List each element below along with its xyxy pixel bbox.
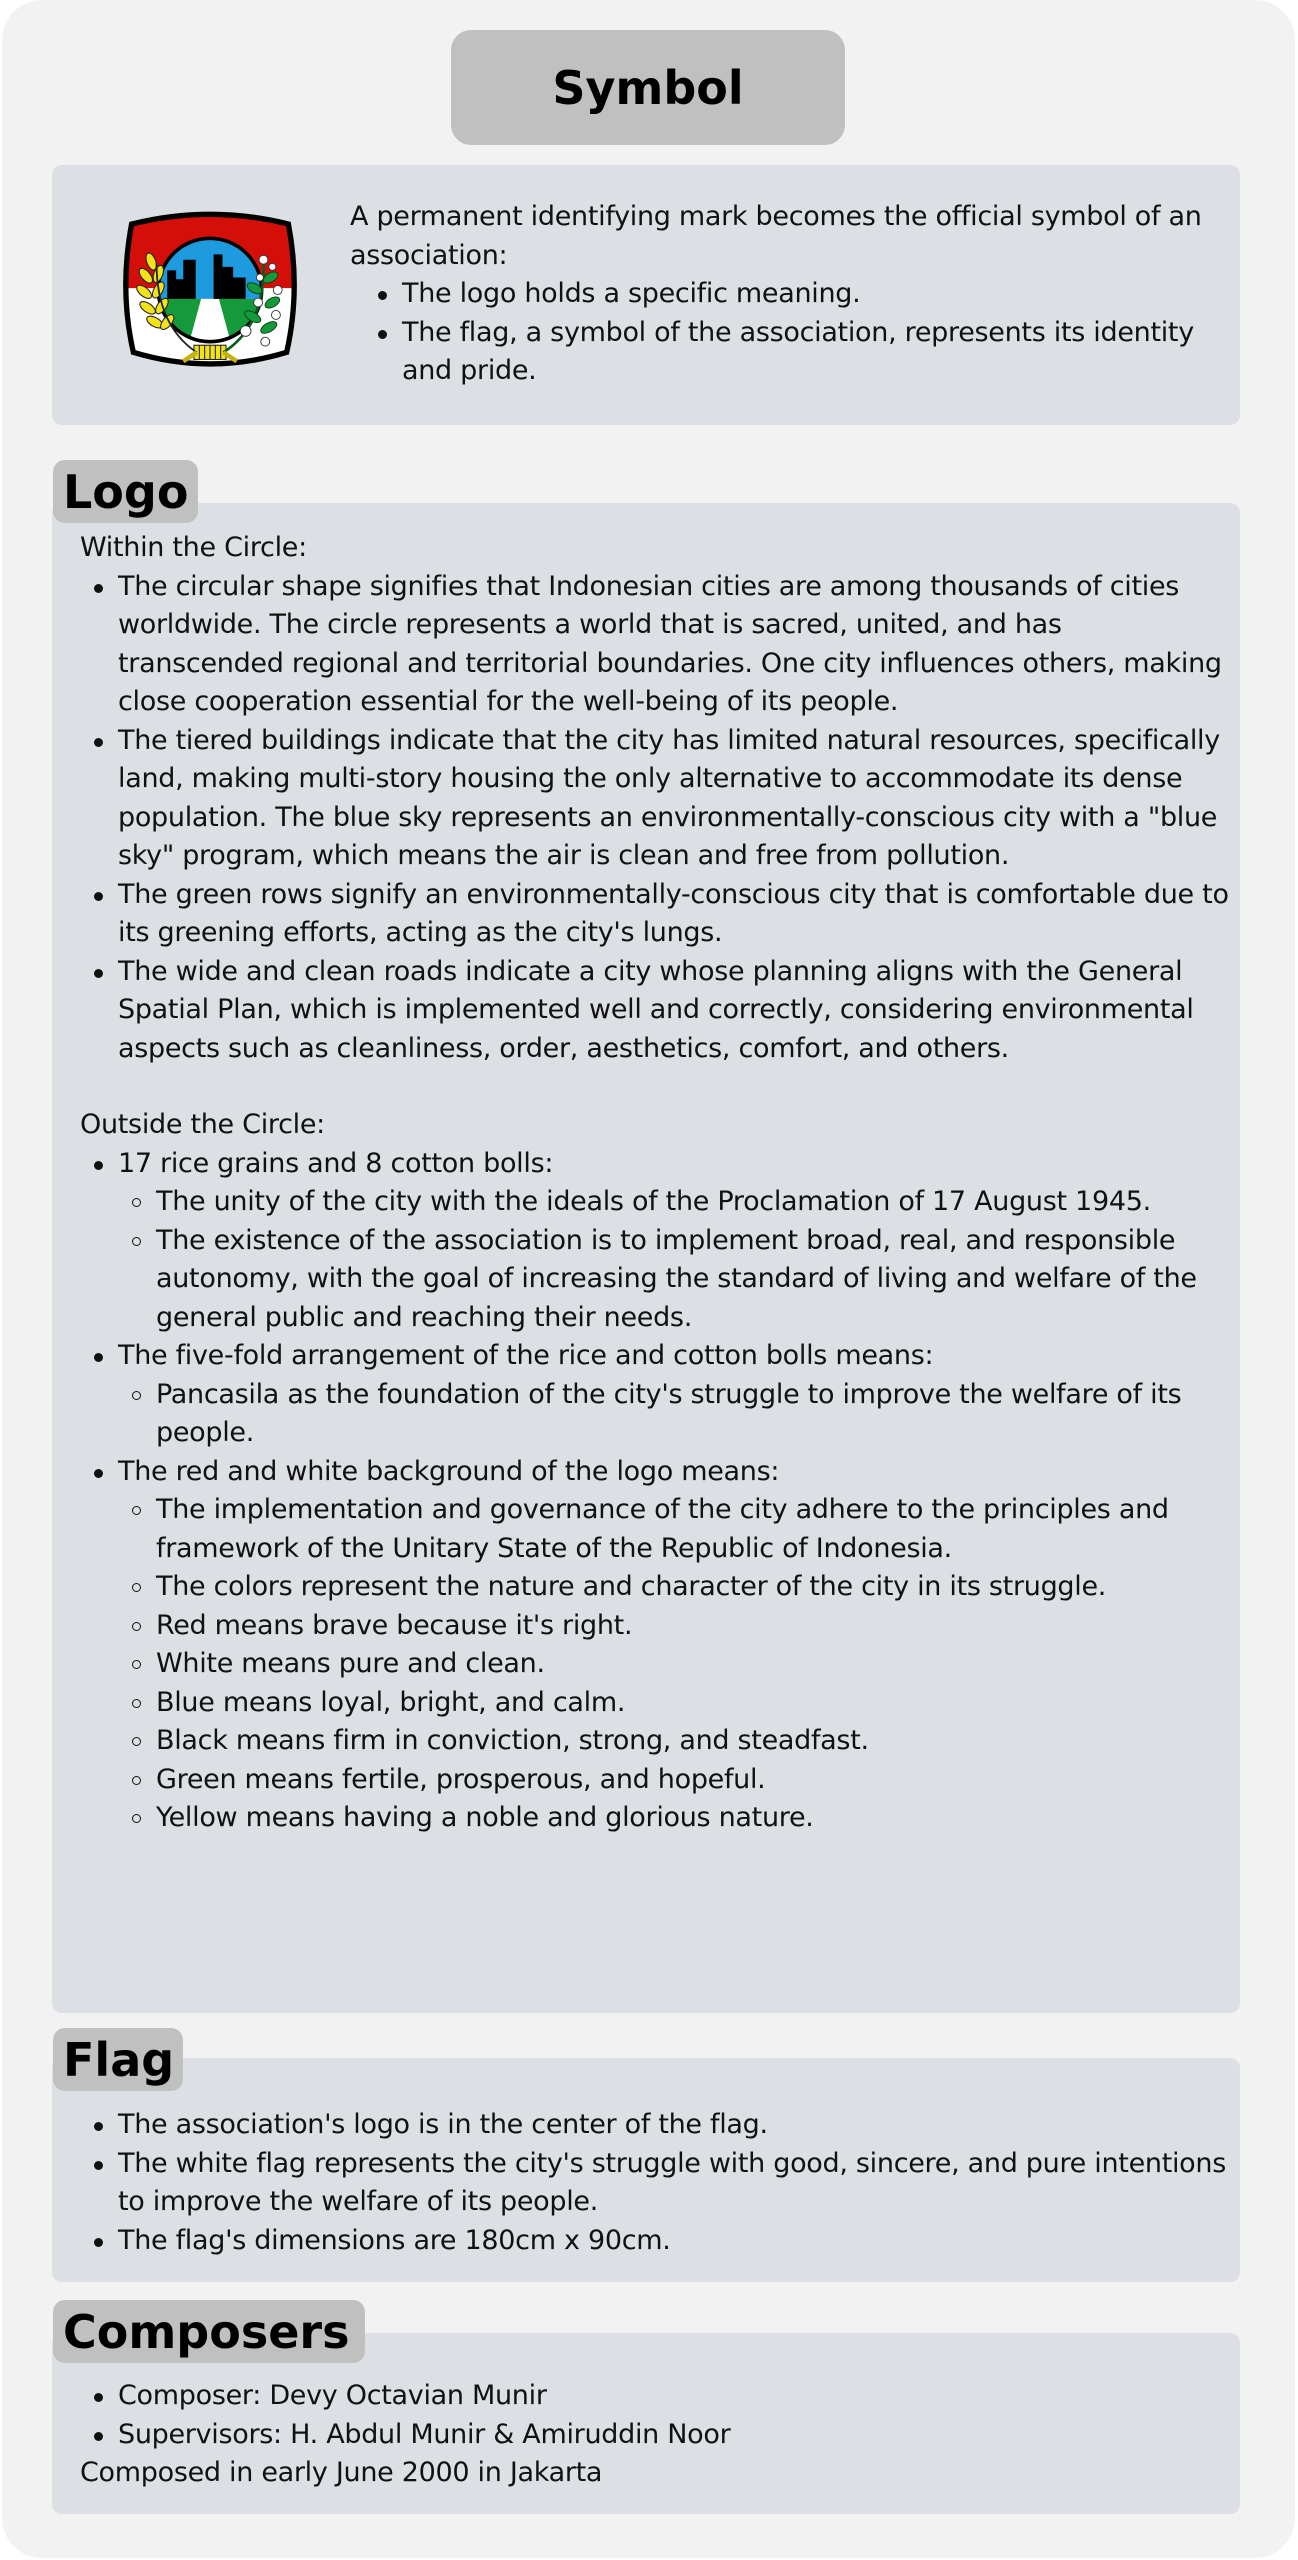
outside-circle-subitem: The existence of the association is to implement broad, real, and responsible autonomy, with the goal of increasing the standard of living and welfare of the general public and reaching their needs.	[118, 1222, 1230, 1338]
composers-list	[80, 2377, 1230, 2454]
page-title: Symbol	[451, 30, 845, 145]
outside-circle-sublist	[118, 1491, 1230, 1838]
outside-circle-subitem: Blue means loyal, bright, and calm.	[118, 1684, 1230, 1723]
flag-list	[80, 2106, 1230, 2260]
outside-circle-list	[80, 1145, 1230, 1838]
intro-bullet-list	[364, 275, 1230, 391]
outside-circle-label: Outside the Circle:	[80, 1109, 325, 1140]
outside-circle-item-text: 17 rice grains and 8 cotton bolls:	[118, 1147, 554, 1179]
outside-circle-subitem: The unity of the city with the ideals of the Proclamation of 17 August 1945.	[118, 1183, 1230, 1222]
outside-circle-subitem: Green means fertile, prosperous, and hopeful.	[118, 1761, 1230, 1800]
outside-circle-subitem: Pancasila as the foundation of the city's struggle to improve the welfare of its people.	[118, 1376, 1230, 1453]
outside-circle-subitem: Red means brave because it's right.	[118, 1607, 1230, 1646]
flag-section-heading: Flag	[53, 2028, 183, 2091]
within-circle-list	[80, 568, 1230, 1069]
composers-item: Composer: Devy Octavian Munir	[80, 2377, 1230, 2416]
outside-circle-sublist	[118, 1183, 1230, 1337]
logo-section-heading: Logo	[53, 460, 198, 523]
within-circle-item: The circular shape signifies that Indonesian cities are among thousands of cities worldwide. The circle represents a world that is sacred, united, and has transcended regional and territorial boundaries. One city influences others, making close cooperation essential for the well-being of its people.	[80, 568, 1230, 722]
within-circle-item: The tiered buildings indicate that the city has limited natural resources, specifically land, making multi-story housing the only alternative to accommodate its dense population. The blue sky represents an environmentally-conscious city with a "blue sky" program, which means the air is clean and free from pollution.	[80, 722, 1230, 876]
outside-circle-subitem: The colors represent the nature and character of the city in its struggle.	[118, 1568, 1230, 1607]
outside-circle-sublist	[118, 1376, 1230, 1453]
outside-circle-subitem: White means pure and clean.	[118, 1645, 1230, 1684]
intro-text-block	[350, 198, 1230, 391]
composers-section-body	[80, 2377, 1230, 2493]
outside-circle-subitem: Black means firm in conviction, strong, and steadfast.	[118, 1722, 1230, 1761]
logo-section-body	[80, 529, 1230, 1838]
logo-section-card	[52, 503, 1240, 2013]
intro-text: A permanent identifying mark becomes the official symbol of an association:	[350, 201, 1202, 271]
outside-circle-item-text: The five-fold arrangement of the rice and cotton bolls means:	[118, 1340, 934, 1371]
outside-circle-item	[80, 1145, 1230, 1338]
composed-note: Composed in early June 2000 in Jakarta	[80, 2457, 603, 2488]
flag-section-card	[52, 2058, 1240, 2282]
flag-item: The flag's dimensions are 180cm x 90cm.	[80, 2222, 1230, 2261]
flag-item: The white flag represents the city's struggle with good, sincere, and pure intentions to improve the welfare of its people.	[80, 2145, 1230, 2222]
outside-circle-subitem: Yellow means having a noble and glorious nature.	[118, 1799, 1230, 1838]
outside-circle-subitem: The implementation and governance of the city adhere to the principles and framework of the Unitary State of the Republic of Indonesia.	[118, 1491, 1230, 1568]
outside-circle-item-text: The red and white background of the logo means:	[118, 1455, 780, 1487]
composers-section-heading: Composers	[53, 2300, 365, 2363]
outside-circle-item	[80, 1453, 1230, 1838]
flag-item: The association's logo is in the center of the flag.	[80, 2106, 1230, 2145]
intro-bullet: The logo holds a specific meaning.	[364, 275, 1230, 314]
within-circle-item: The wide and clean roads indicate a city whose planning aligns with the General Spatial Plan, which is implemented well and correctly, considering environmental aspects such as cleanliness, order, aesthetics, comfort, and others.	[80, 953, 1230, 1069]
flag-section-body	[80, 2106, 1230, 2260]
outside-circle-item	[80, 1337, 1230, 1453]
city-emblem-logo-icon	[112, 192, 308, 388]
intro-bullet: The flag, a symbol of the association, represents its identity and pride.	[364, 314, 1230, 391]
within-circle-label: Within the Circle:	[80, 532, 307, 563]
within-circle-item: The green rows signify an environmentally-conscious city that is comfortable due to its greening efforts, acting as the city's lungs.	[80, 876, 1230, 953]
composers-item: Supervisors: H. Abdul Munir & Amiruddin Noor	[80, 2416, 1230, 2455]
